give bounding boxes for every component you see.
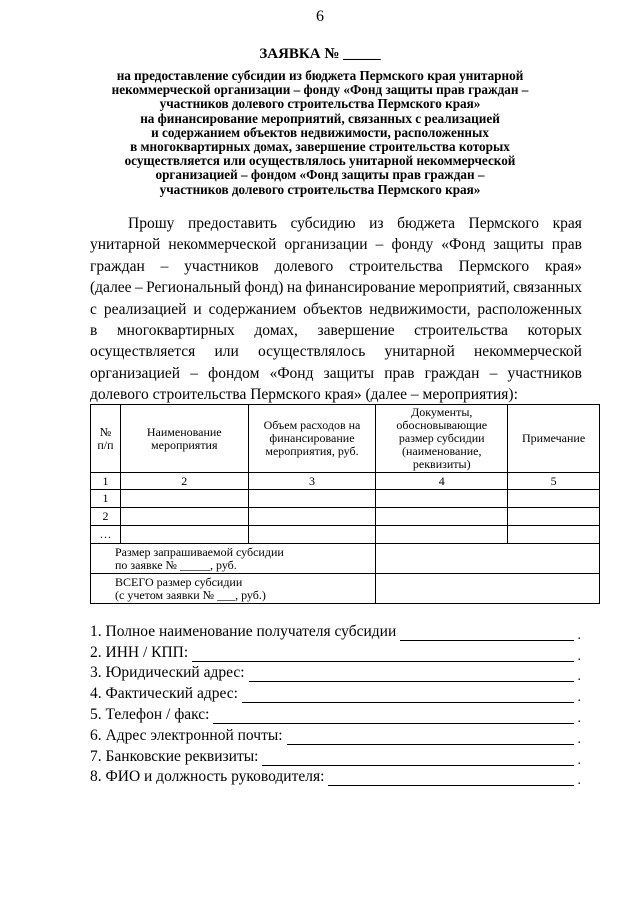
table-cell (508, 508, 600, 526)
paragraph-line (90, 277, 582, 298)
subtitle-line: участников долевого строительства Пермского края» (159, 181, 481, 197)
field-row (90, 641, 590, 662)
table-cell: … (91, 526, 121, 544)
field-label: 3. Юридический адрес: (90, 664, 245, 682)
field-row (90, 745, 590, 766)
field-row (90, 724, 590, 745)
column-number: 5 (508, 473, 600, 490)
document-title: ЗАЯВКА № _____ (259, 46, 381, 62)
summary-label-line: (с учетом заявки № ___, руб.) (115, 587, 266, 602)
table-cell (248, 508, 376, 526)
paragraph-word: Пермского (468, 215, 540, 232)
paragraph-word: организацией (90, 364, 181, 382)
field-blank-line[interactable] (400, 626, 574, 641)
field-blank-line[interactable] (213, 709, 574, 724)
field-label: 4. Фактический адрес: (90, 685, 238, 703)
paragraph-word: домах, (254, 322, 298, 340)
paragraph-word: защиты (493, 236, 544, 254)
summary-label-line: Размер запрашиваемой субсидии (115, 544, 284, 559)
column-number-row (91, 473, 600, 490)
header-cell: Наименование мероприятия (120, 405, 248, 473)
summary-row-total (91, 574, 600, 604)
field-label: 6. Адрес электронной почты: (90, 726, 283, 744)
paragraph-word: унитарной (384, 343, 455, 361)
paragraph-word: некоммерческой (168, 236, 277, 254)
header-cell: № п/п (91, 405, 121, 473)
table-cell: 2 (91, 508, 121, 526)
paragraph-word: предоставить (187, 215, 277, 232)
field-blank-line[interactable] (262, 751, 574, 766)
summary-label-line: по заявке № _____, руб. (115, 557, 237, 572)
subtitle-line: организацией – фондом «Фонд защиты прав граждан – (155, 167, 485, 183)
paragraph-word: края (552, 215, 582, 232)
paragraph-word: участников (184, 257, 259, 275)
subtitle-line: и содержанием объектов недвижимости, расположенных (151, 124, 489, 140)
paragraph-word: участников (507, 364, 582, 382)
paragraph-word: некоммерческой (474, 343, 582, 361)
measures-table (90, 404, 600, 604)
header-cell: Объем расходов на финансирование мероприятия, руб. (248, 405, 376, 473)
paragraph-word: унитарной (90, 236, 161, 254)
summary-row-requested (91, 544, 600, 574)
header-cell: Примечание (508, 405, 600, 473)
paragraph-word: Прошу (128, 215, 175, 232)
paragraph-word: граждан (90, 257, 145, 275)
paragraph-word: многоквартирных (116, 322, 235, 340)
table-cell (248, 490, 376, 508)
paragraph-word: граждан (424, 364, 480, 382)
paragraph-word: «Фонд (269, 364, 314, 382)
paragraph-word: – (190, 364, 198, 382)
field-blank-line[interactable] (249, 667, 574, 682)
paragraph-word: – (134, 279, 143, 297)
paragraph-word: строительства (349, 257, 443, 275)
table-cell (120, 508, 248, 526)
paragraph-word: в (90, 322, 98, 340)
paragraph-line (90, 234, 582, 255)
paragraph-word: – (160, 257, 169, 275)
paragraph-word: осуществлялось (258, 343, 366, 361)
paragraph-word: края» (544, 257, 582, 275)
table-row (91, 490, 600, 508)
paragraph-word: или (214, 343, 239, 361)
table-cell (508, 490, 600, 508)
table-row (91, 526, 600, 544)
document-subtitle (60, 69, 580, 197)
table-cell (248, 526, 376, 544)
field-label: 8. ФИО и должность руководителя: (90, 768, 325, 786)
summary-label-line: ВСЕГО размер субсидии (115, 574, 243, 589)
paragraph-word: «Фонд (441, 236, 486, 254)
paragraph-word: финансирование (305, 279, 416, 297)
column-number: 2 (120, 473, 248, 490)
table-cell (120, 490, 248, 508)
field-label: 1. Полное наименование получателя субсидии (90, 622, 397, 640)
table-cell (376, 490, 508, 508)
table-cell: 1 (91, 490, 121, 508)
paragraph-word: осуществляется (90, 343, 196, 361)
paragraph-word: Региональный (146, 279, 241, 297)
paragraph-word: фонду (391, 236, 434, 254)
subtitle-line: участников долевого строительства Пермского края» (159, 96, 481, 112)
field-blank-line[interactable] (328, 771, 574, 786)
field-row (90, 703, 590, 724)
subtitle-line: в многоквартирных домах, завершение строительства которых (130, 139, 510, 155)
paragraph-word: с (90, 300, 97, 318)
paragraph-word: (далее (90, 279, 132, 297)
paragraph-word: содержанием (208, 300, 297, 318)
paragraph-word: фонд) (244, 279, 284, 297)
column-number: 1 (91, 473, 121, 490)
column-number: 3 (248, 473, 376, 490)
summary-value (376, 544, 600, 574)
paragraph-word: долевого (274, 257, 334, 275)
paragraph-line (90, 320, 582, 341)
subtitle-line: на предоставление субсидии из бюджета Пермского края унитарной (116, 68, 524, 83)
paragraph-word: объектов (303, 300, 363, 318)
paragraph-word: защиты (323, 364, 375, 382)
paragraph-line: долевого строительства Пермского края» (далее – мероприятия): (90, 386, 518, 404)
field-blank-line[interactable] (192, 647, 574, 662)
table-cell (376, 508, 508, 526)
paragraph-line (90, 341, 582, 362)
paragraph-line (90, 213, 582, 234)
field-label: 5. Телефон / факс: (90, 705, 210, 723)
paragraph-word: мероприятий, (418, 279, 510, 297)
paragraph-line (90, 299, 582, 320)
paragraph-word: бюджета (397, 215, 455, 232)
paragraph-word: фондом (208, 364, 260, 382)
paragraph-word: завершение (317, 322, 395, 340)
paragraph-word: прав (384, 364, 415, 382)
paragraph-word: которых (527, 322, 582, 340)
paragraph-word: и (193, 300, 202, 318)
table-header-row (91, 405, 600, 473)
field-blank-line[interactable] (287, 730, 574, 745)
field-label: 7. Банковские реквизиты: (90, 747, 259, 765)
paragraph-word: из (369, 215, 384, 232)
request-paragraph (90, 213, 582, 406)
paragraph-word: прав (551, 236, 582, 254)
page-number: 6 (316, 8, 324, 25)
applicant-fields (90, 620, 590, 786)
field-row (90, 682, 590, 703)
paragraph-word: Пермского (458, 257, 530, 275)
field-row (90, 766, 590, 787)
field-row (90, 620, 590, 641)
summary-value (376, 574, 600, 604)
paragraph-line (90, 256, 582, 277)
table-cell (376, 526, 508, 544)
paragraph-word: недвижимости, (369, 300, 471, 318)
subtitle-line: осуществляется или осуществлялось унитарной некоммерческой (124, 153, 516, 169)
summary-label (91, 544, 376, 574)
summary-label (91, 574, 376, 604)
field-row (90, 662, 590, 683)
field-blank-line[interactable] (242, 688, 574, 703)
table-cell (120, 526, 248, 544)
paragraph-word: организации (284, 236, 368, 254)
subtitle-line: некоммерческой организации – фонду «Фонд защиты прав граждан – (111, 82, 529, 98)
paragraph-word: на (286, 279, 303, 297)
paragraph-word: – (375, 236, 384, 254)
paragraph-line (90, 363, 582, 384)
paragraph-word: субсидию (290, 215, 356, 232)
subtitle-line: на финансирование мероприятий, связанных с реализацией (140, 110, 500, 126)
paragraph-word: строительства (414, 322, 508, 340)
column-number: 4 (376, 473, 508, 490)
table-row (91, 508, 600, 526)
paragraph-word: связанных (513, 279, 582, 297)
field-label: 2. ИНН / КПП: (90, 643, 189, 661)
paragraph-word: – (489, 364, 498, 382)
table-cell (508, 526, 600, 544)
header-cell: Документы, обосновывающие размер субсидии (наименование, реквизиты) (376, 405, 508, 473)
paragraph-word: реализацией (103, 300, 187, 318)
paragraph-word: расположенных (477, 300, 582, 318)
